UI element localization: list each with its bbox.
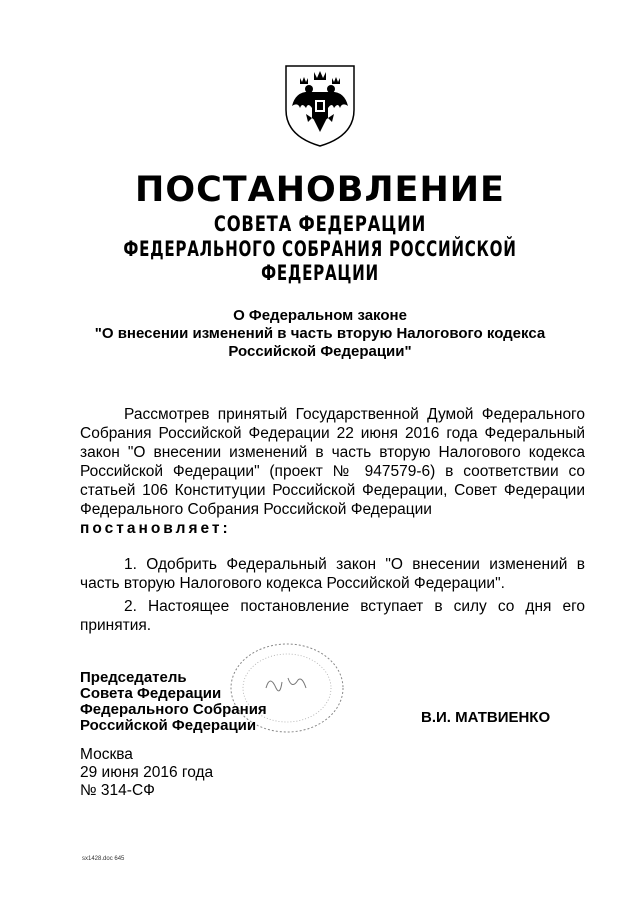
place-and-date [80,746,213,800]
date: 29 июня 2016 года [80,764,214,781]
signer-line-4: Российской Федерации [80,717,257,734]
document-subject [0,307,640,361]
resolution-item-1: 1. Одобрить Федеральный закон "О внесении изменений в часть вторую Налогового кодекса Российской Федерации". [80,556,585,592]
document-subtitle-council: СОВЕТА ФЕДЕРАЦИИ [213,212,427,236]
footer-file-ref: sx1428.doc 645 [82,856,125,862]
signer-line-2: Совета Федерации [80,685,222,702]
resolution-item-2: 2. Настоящее постановление вступает в силу со дня его принятия. [80,598,585,634]
document-title: ПОСТАНОВЛЕНИЕ [135,170,505,210]
signer-line-1: Председатель [80,669,187,686]
decree-word: постановляет: [80,520,231,537]
coat-of-arms-emblem [282,62,358,148]
signer-title [80,670,267,734]
subject-line-3: Российской Федерации" [228,343,412,360]
signer-line-3: Федерального Собрания [80,701,267,718]
city: Москва [80,746,133,763]
preamble-paragraph [80,405,585,538]
document-subtitle-assembly: ФЕДЕРАЛЬНОГО СОБРАНИЯ РОССИЙСКОЙ ФЕДЕРАЦИИ [123,237,517,285]
preamble-text: Рассмотрев принятый Государственной Думой Федерального Собрания Российской Федерации 22 июня 2016 года Федеральный закон "О внесении изменений в часть вторую Налогового кодекса Российской Федерации" (проект № 947579-6) в соответствии со статьей 106 Конституции Российской Федерации, Совет Федерации Федерального Собрания Российской Федерации [80,406,585,518]
subject-line-2: "О внесении изменений в часть вторую Налогового кодекса [94,325,546,342]
subject-line-1: О Федеральном законе [233,307,407,324]
signer-name: В.И. МАТВИЕНКО [421,709,551,726]
document-number: № 314-СФ [80,782,155,799]
